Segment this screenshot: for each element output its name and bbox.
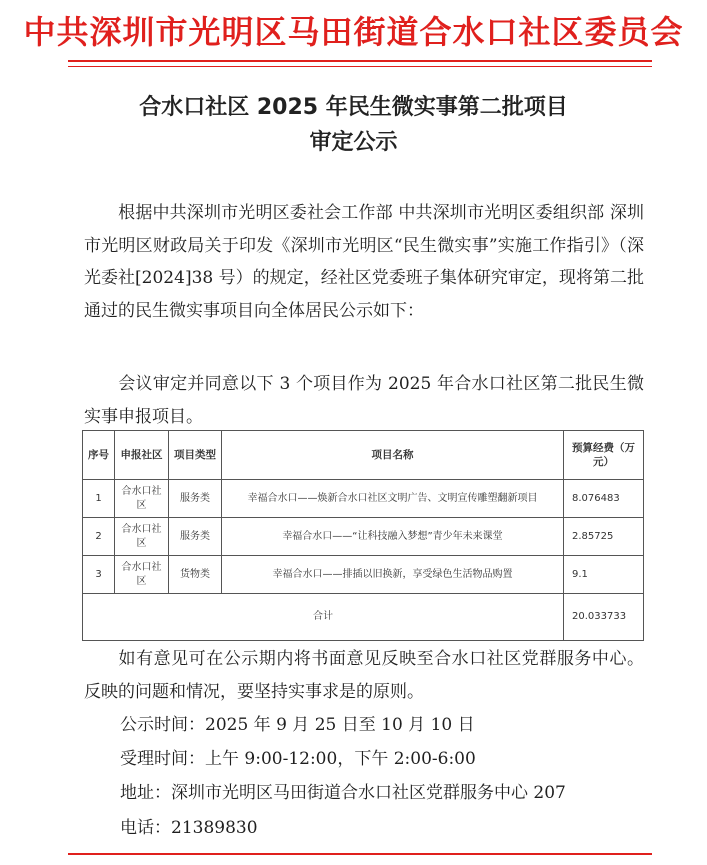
header-community: 申报社区 (115, 431, 169, 480)
cell-community: 合水口社区 (115, 556, 169, 594)
notice-hours: 受理时间：上午 9:00-12:00，下午 2:00-6:00 (120, 749, 476, 769)
cell-name: 幸福合水口——“让科技融入梦想”青少年未来课堂 (222, 518, 564, 556)
cell-budget: 2.85725 (564, 518, 644, 556)
page-subtitle: 审定公示 (309, 130, 398, 155)
cell-type: 服务类 (169, 480, 222, 518)
closing-text: 如有意见可在公示期内将书面意见反映至合水口社区党群服务中心。反映的问题和情况，要坚持实事求是的原则。 (84, 649, 644, 702)
cell-seq: 2 (83, 518, 115, 556)
cell-seq: 3 (83, 556, 115, 594)
cell-name: 幸福合水口——排插以旧换新，享受绿色生活物品购置 (222, 556, 564, 594)
table-row (83, 556, 644, 594)
table-row (83, 518, 644, 556)
intro-paragraph (84, 197, 644, 327)
table-row (83, 480, 644, 518)
closing-paragraph (84, 643, 644, 708)
header-type: 项目类型 (169, 431, 222, 480)
table-header-row (83, 431, 644, 480)
cell-community: 合水口社区 (115, 480, 169, 518)
notice-address: 地址：深圳市光明区马田街道合水口社区党群服务中心 207 (120, 783, 566, 803)
cell-name: 幸福合水口——焕新合水口社区文明广告、文明宣传雕塑翻新项目 (222, 480, 564, 518)
project-table (82, 430, 644, 641)
header-rule-thick (68, 60, 652, 62)
cell-type: 货物类 (169, 556, 222, 594)
total-value: 20.033733 (564, 594, 644, 641)
header-seq: 序号 (83, 431, 115, 480)
header-rule-thin (68, 66, 652, 67)
cell-budget: 8.076483 (564, 480, 644, 518)
header-budget: 预算经费（万元） (564, 431, 644, 480)
header-name: 项目名称 (222, 431, 564, 480)
page-title: 合水口社区 2025 年民生微实事第二批项目 (139, 95, 568, 120)
cell-budget: 9.1 (564, 556, 644, 594)
table-total-row (83, 594, 644, 641)
notice-phone: 电话：21389830 (120, 818, 258, 838)
cell-community: 合水口社区 (115, 518, 169, 556)
cell-type: 服务类 (169, 518, 222, 556)
cell-seq: 1 (83, 480, 115, 518)
footer-rule (68, 853, 652, 855)
masthead-org-name: 中共深圳市光明区马田街道合水口社区委员会 (23, 13, 684, 51)
approval-text: 会议审定并同意以下 3 个项目作为 2025 年合水口社区第二批民生微实事申报项目。 (84, 374, 644, 427)
approval-paragraph (84, 368, 644, 433)
total-label: 合计 (83, 594, 564, 641)
intro-text: 根据中共深圳市光明区委社会工作部 中共深圳市光明区委组织部 深圳市光明区财政局关于印发《深圳市光明区“民生微实事”实施工作指引》（深光委社[2024]38 号）的规定，经社区党委班子集体研究审定，现将第二批通过的民生微实事项目向全体居民公示如下： (84, 203, 644, 321)
notice-period: 公示时间：2025 年 9 月 25 日至 10 月 10 日 (120, 715, 475, 735)
